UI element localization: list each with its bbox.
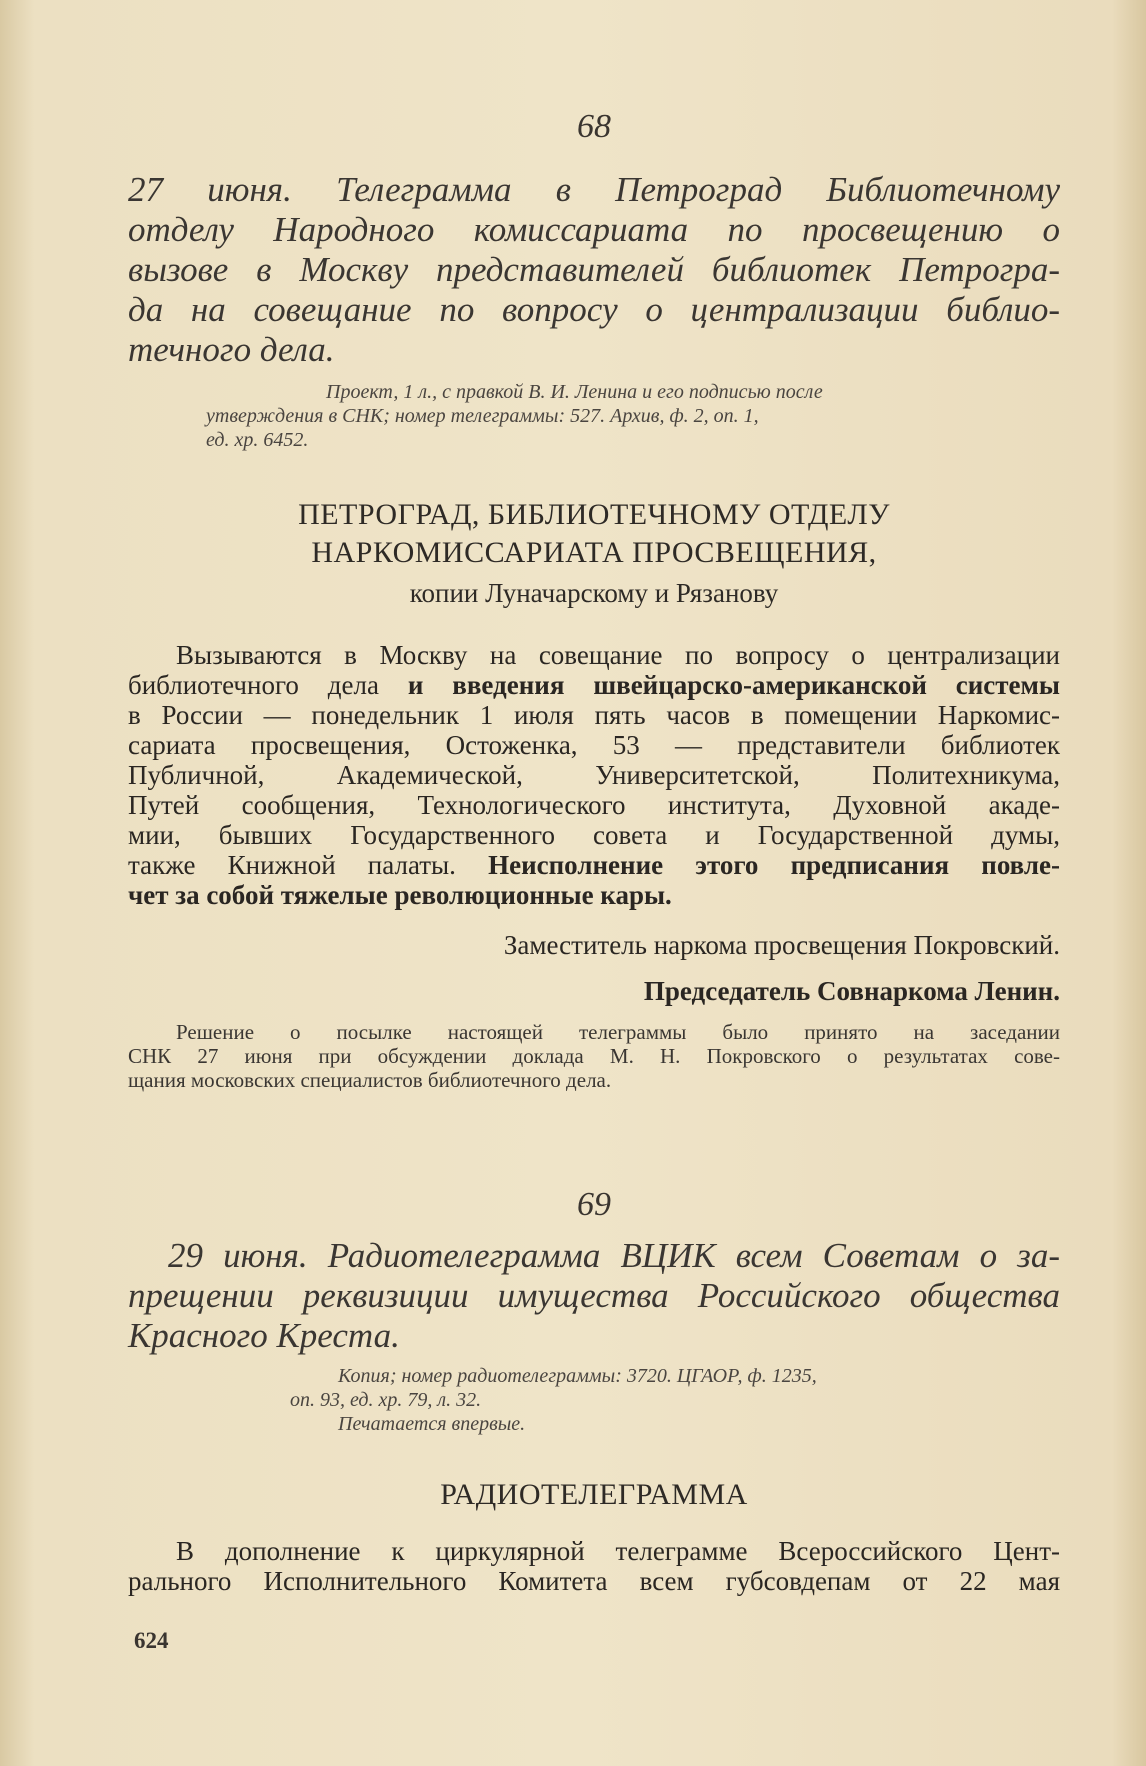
signature-chairman: Председатель Совнаркома Ленин.	[643, 976, 1060, 1006]
note-line: Решение о посылке настоящей телеграммы было принято на заседании	[176, 1020, 1060, 1044]
telegram-68-address	[128, 496, 1060, 572]
document-68-source	[206, 380, 1060, 452]
heading-line: Красного Креста.	[128, 1316, 400, 1355]
telegram-69-title: РАДИОТЕЛЕГРАММА	[440, 1478, 748, 1511]
source-line: Печатается впервые.	[338, 1413, 526, 1435]
document-number-69: 69	[577, 1186, 611, 1223]
body-line: чет за собой тяжелые революционные кары.	[128, 880, 672, 910]
source-line: Проект, 1 л., с правкой В. И. Ленина и его подписью после	[326, 381, 823, 403]
source-line: утверждения в СНК; номер телеграммы: 527. Архив, ф. 2, оп. 1,	[206, 405, 759, 427]
body-line: Публичной, Академической, Университетской, Политехникума,	[128, 760, 1060, 790]
source-line: оп. 93, ед. хр. 79, л. 32.	[290, 1389, 482, 1411]
source-line: ед. хр. 6452.	[206, 429, 309, 451]
telegram-68-body	[128, 640, 1060, 910]
note-line: щания московских специалистов библиотечного дела.	[128, 1068, 612, 1092]
address-line: ПЕТРОГРАД, БИБЛИОТЕЧНОМУ ОТДЕЛУ	[298, 498, 890, 531]
body-line: сариата просвещения, Остоженка, 53 — представители библиотек	[128, 730, 1060, 760]
telegram-69-body	[128, 1536, 1060, 1596]
heading-line: да на совещание по вопросу о централизации библио-	[128, 290, 1060, 329]
body-bold-text: и введения швейцарско-американской системы	[407, 670, 1061, 700]
document-69-heading	[128, 1236, 1060, 1356]
body-text: также Книжной палаты.	[128, 850, 489, 880]
signature-deputy: Заместитель наркома просвещения Покровский.	[503, 930, 1060, 960]
page-number: 624	[134, 1628, 169, 1653]
heading-line: отделу Народного комиссариата по просвещению о	[128, 210, 1060, 249]
body-line: Вызываются в Москву на совещание по вопросу о централизации	[176, 640, 1060, 670]
body-line	[128, 670, 1060, 700]
heading-line: вызове в Москву представителей библиотек Петрогра-	[128, 250, 1060, 289]
address-line: НАРКОМИССАРИАТА ПРОСВЕЩЕНИЯ,	[311, 536, 877, 569]
body-line: Путей сообщения, Технологического института, Духовной акаде-	[128, 790, 1060, 820]
document-68-note	[128, 1020, 1060, 1092]
body-line: мии, бывших Государственного совета и Государственной думы,	[128, 820, 1060, 850]
body-text: библиотечного дела	[128, 670, 408, 700]
document-69-source	[290, 1364, 1060, 1436]
document-68-heading	[128, 170, 1060, 370]
telegram-68-copies: копии Луначарскому и Рязанову	[409, 578, 779, 608]
source-line: Копия; номер радиотелеграммы: 3720. ЦГАОР, ф. 1235,	[338, 1365, 817, 1387]
note-line: СНК 27 июня при обсуждении доклада М. Н. Покровского о результатах сове-	[128, 1044, 1060, 1068]
body-line	[128, 850, 1060, 880]
body-line: рального Исполнительного Комитета всем губсовдепам от 22 мая	[128, 1566, 1060, 1596]
body-line: В дополнение к циркулярной телеграмме Всероссийского Цент-	[176, 1536, 1060, 1566]
heading-line: течного дела.	[128, 330, 335, 369]
body-line: в России — понедельник 1 июля пять часов в помещении Наркомис-	[128, 700, 1060, 730]
heading-line: прещении реквизиции имущества Российского общества	[128, 1276, 1060, 1315]
document-number-68: 68	[577, 108, 611, 145]
body-bold-text: Неисполнение этого предписания повле-	[488, 850, 1060, 880]
heading-line: 27 июня. Телеграмма в Петроград Библиотечному	[128, 170, 1060, 209]
heading-line: 29 июня. Радиотелеграмма ВЦИК всем Советам о за-	[168, 1236, 1060, 1275]
